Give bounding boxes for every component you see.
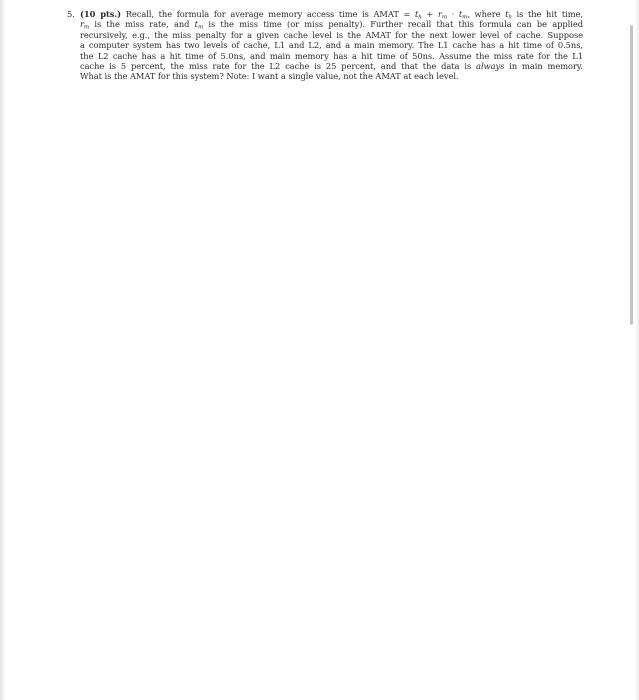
miss-rate-symbol: $r_m$ — [80, 19, 90, 31]
hit-time-symbol: $t_h$ — [505, 9, 512, 21]
problem-5 — [67, 9, 583, 82]
problem-line-2: $r_m$ is the miss rate, and $t_m$ is the miss time (or miss penalty). Further recall that this formula can be applied — [80, 19, 583, 31]
problem-line-3: recursively, e.g., the miss penalty for a given cache level is the AMAT for the next lower level of cache. Suppose — [80, 29, 583, 40]
problem-line-6: cache is 5 percent, the miss rate for the L2 cache is 25 percent, and that the data is always in main memory. — [80, 61, 583, 72]
formula: $t_h + r_m \cdot t_m$ — [414, 9, 468, 21]
page-right-edge — [635, 0, 639, 700]
problem-line-1: (10 pts.) Recall, the formula for average memory access time is AMAT = $t_h + r_m \cdot t_m$, where $t_h$ is the hit time, — [80, 9, 583, 21]
points-label: (10 pts.) — [80, 9, 122, 19]
problem-line-7: What is the AMAT for this system? Note: I want a single value, not the AMAT at each level. — [80, 71, 459, 82]
miss-time-symbol: $t_m$ — [194, 19, 204, 31]
question-number: 5. — [67, 9, 75, 19]
emphasis-always: always — [476, 61, 505, 72]
problem-line-4: a computer system has two levels of cache, L1 and L2, and a main memory. The L1 cache has a hit time of 0.5ns, — [80, 40, 583, 51]
problem-line-5: the L2 cache has a hit time of 5.0ns, and main memory has a hit time of 50ns. Assume the miss rate for the L1 — [80, 50, 583, 61]
vertical-scrollbar-thumb[interactable] — [630, 25, 633, 325]
page-left-edge — [0, 0, 6, 700]
